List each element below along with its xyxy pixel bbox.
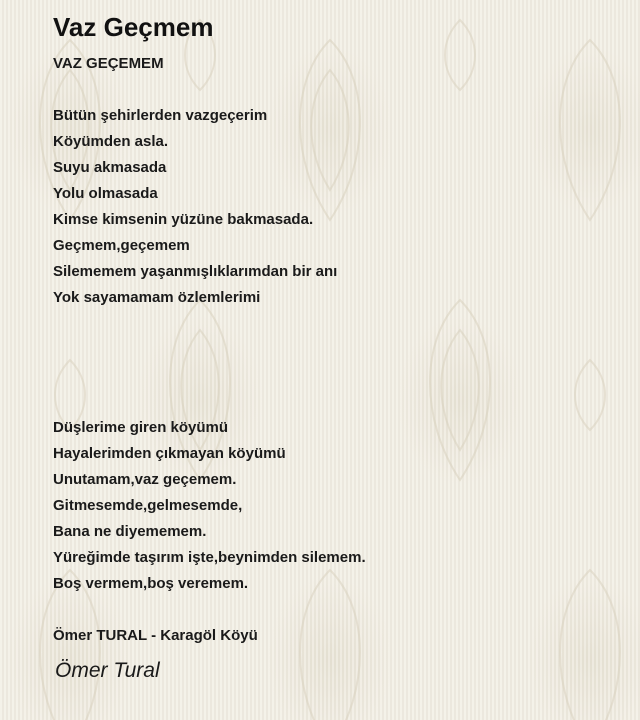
poem-author-line: Ömer TURAL - Karagöl Köyü — [53, 627, 258, 644]
poem-line: Gitmesemde,gelmesemde, — [53, 497, 243, 514]
poem-line: Yok sayamamam özlemlerimi — [53, 289, 261, 306]
poem-title: Vaz Geçmem — [53, 12, 214, 42]
stanza-gap — [53, 363, 613, 389]
stanza-gap — [53, 337, 613, 363]
poem-line: Suyu akmasada — [53, 159, 167, 176]
stanza-gap — [53, 77, 613, 103]
stanza-gap — [53, 389, 613, 415]
poem-line: Geçmem,geçemem — [53, 237, 190, 254]
poem-subtitle: VAZ GEÇEMEM — [53, 55, 164, 72]
poem-body — [53, 51, 613, 649]
stanza-gap — [53, 311, 613, 337]
poem-line: Boş vermem,boş veremem. — [53, 575, 249, 592]
poem-line: Bütün şehirlerden vazgeçerim — [53, 107, 268, 124]
poem-line: Köyümden asla. — [53, 133, 169, 150]
author-signature: Ömer Tural — [55, 659, 160, 682]
poem-line: Düşlerime giren köyümü — [53, 419, 229, 436]
poem-line: Silememem yaşanmışlıklarımdan bir anı — [53, 263, 338, 280]
poem-line: Hayalerimden çıkmayan köyümü — [53, 445, 286, 462]
poem-line: Kimse kimsenin yüzüne bakmasada. — [53, 211, 314, 228]
poem-line: Bana ne diyememem. — [53, 523, 207, 540]
poem-line: Unutamam,vaz geçemem. — [53, 471, 237, 488]
poem-line: Yüreğimde taşırım işte,beynimden silemem. — [53, 549, 366, 566]
stanza-gap — [53, 597, 613, 623]
poem-container — [53, 10, 613, 649]
poem-line: Yolu olmasada — [53, 185, 158, 202]
